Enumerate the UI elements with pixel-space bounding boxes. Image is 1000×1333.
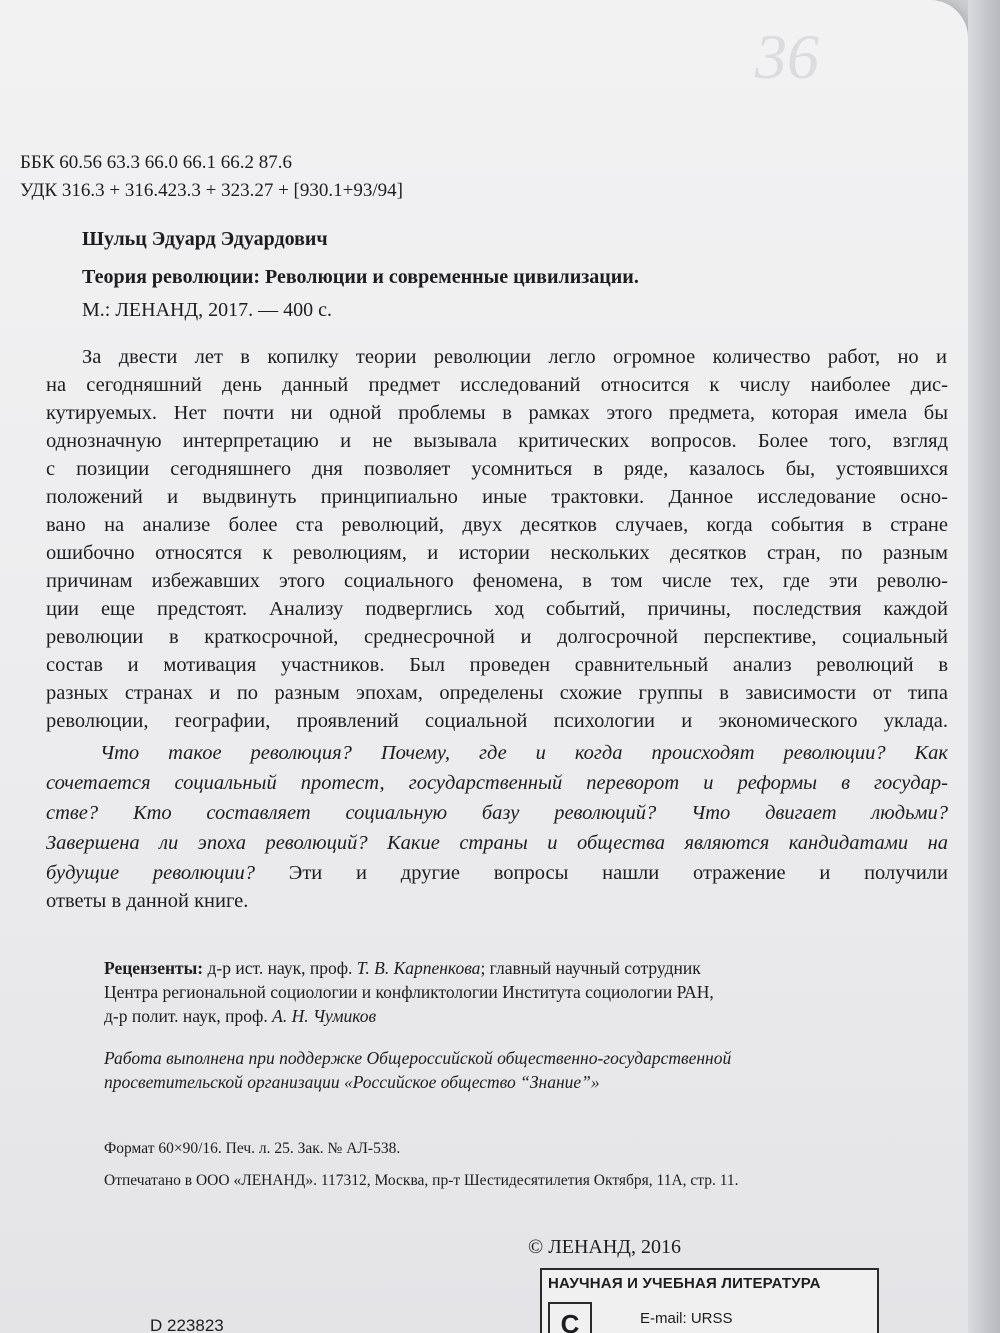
book-title: Теория революции: Революции и современные цивилизации. — [82, 266, 639, 288]
publisher-badge — [540, 1268, 879, 1333]
bbk-code: ББК 60.56 63.3 66.0 66.1 66.2 87.6 — [20, 152, 292, 173]
badge-title: НАУЧНАЯ И УЧЕБНАЯ ЛИТЕРАТУРА — [548, 1275, 821, 1292]
abstract-line: кутируемых. Нет почти ни одной проблемы в рамках этого предмета, которая имела бы — [46, 402, 948, 424]
abstract-line: революции в краткосрочной, среднесрочной и долгосрочной перспективе, социальный — [46, 626, 948, 648]
print-format: Формат 60×90/16. Печ. л. 25. Зак. № АЛ-538. — [104, 1140, 401, 1157]
abstract-line: ции еще предстоят. Анализу подверглись ход событий, причины, последствия каждой — [46, 598, 948, 620]
support-line: Работа выполнена при поддержке Общероссийской общественно-государственной — [104, 1048, 732, 1068]
reviewers-line: Центра региональной социологии и конфликтологии Института социологии РАН, — [104, 982, 714, 1002]
questions-line: стве? Кто составляет социальную базу революций? Что двигает людьми? — [46, 802, 948, 824]
abstract-line: разных странах и по разным эпохам, определены схожие группы в зависимости от типа — [46, 682, 948, 704]
questions-line-italic: будущие революции? — [46, 862, 255, 884]
reviewer-2-position: ; главный научный сотрудник — [480, 958, 701, 978]
abstract-line: ошибочно относятся к революциям, и истории нескольких десятков стран, по разным — [46, 542, 948, 564]
page-corner-mark: 36 — [755, 21, 819, 92]
questions-line-tail: Эти и другие вопросы нашли отражение и получили — [255, 862, 948, 884]
reviewers-label: Рецензенты: — [104, 958, 204, 978]
printed-by: Отпечатано в ООО «ЛЕНАНД». 117312, Москва, пр-т Шестидесятилетия Октября, 11А, стр. 11. — [104, 1172, 739, 1189]
badge-letter: С — [548, 1302, 592, 1333]
support-line: просветительской организации «Российское общество “Знание”» — [104, 1072, 600, 1092]
reviewers-line — [104, 1006, 376, 1027]
copyright: © ЛЕНАНД, 2016 — [528, 1236, 681, 1258]
abstract-line: однозначную интерпретацию и не вызывала критических вопросов. Более того, взгляд — [46, 430, 948, 452]
reviewer-2-name: А. Н. Чумиков — [272, 1006, 377, 1026]
questions-line: Завершена ли эпоха революций? Какие страны и общества являются кандидатами на — [46, 832, 948, 854]
abstract-line: вано на анализе более ста революций, двух десятков случаев, когда события в стране — [46, 514, 948, 536]
isbn-fragment: D 223823 — [150, 1316, 224, 1333]
page-edge-shadow — [968, 0, 1000, 1333]
reviewers-line — [104, 958, 701, 979]
abstract-line: положений и выдвинуть принципиально иные трактовки. Данное исследование осно- — [46, 486, 948, 508]
questions-line: Что такое революция? Почему, где и когда происходят революции? Как — [100, 742, 948, 764]
questions-line: ответы в данной книге. — [46, 890, 249, 912]
questions-line: сочетается социальный протест, государственный переворот и реформы в государ- — [46, 772, 948, 794]
reviewer-2-degree: д-р полит. наук, проф. — [104, 1006, 273, 1026]
abstract-line: с позиции сегодняшнего дня позволяет усомниться в ряде, казалось бы, устоявшихся — [46, 458, 948, 480]
abstract-line: революции, географии, проявлений социальной психологии и экономического уклада. — [46, 710, 948, 732]
abstract-line: состав и мотивация участников. Был проведен сравнительный анализ революций в — [46, 654, 948, 676]
reviewer-1-name: Т. В. Карпенкова — [356, 958, 481, 978]
questions-line — [46, 862, 948, 885]
udk-code: УДК 316.3 + 316.423.3 + 323.27 + [930.1+93/94] — [20, 180, 403, 201]
reviewer-1-degree: д-р ист. наук, проф. — [203, 958, 357, 978]
book-author: Шульц Эдуард Эдуардович — [82, 228, 328, 250]
abstract-line: За двести лет в копилку теории революции легло огромное количество работ, но и — [82, 346, 947, 368]
abstract-line: причинам избежавших этого социального феномена, в том числе тех, где эти револю- — [46, 570, 948, 592]
abstract-line: на сегодняшний день данный предмет исследований относится к числу наиболее дис- — [46, 374, 948, 396]
badge-email: E-mail: URSS — [640, 1310, 733, 1327]
book-publication-info: М.: ЛЕНАНД, 2017. — 400 с. — [82, 299, 332, 321]
